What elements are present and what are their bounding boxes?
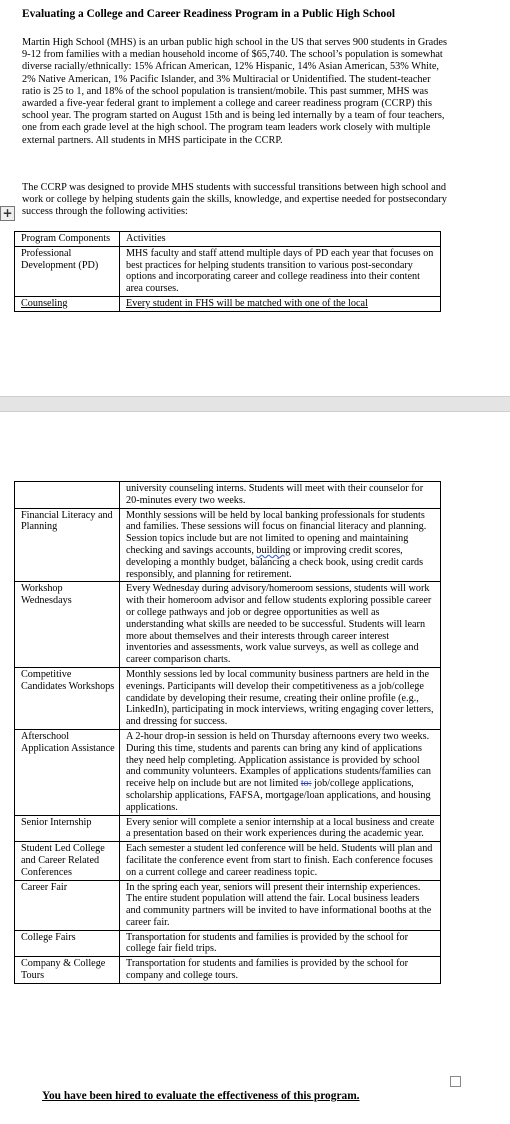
ccrp-paragraph: The CCRP was designed to provide MHS students with successful transitions between high school and work or college by helping students gain the skills, knowledge, and expertise needed for postsecondary success through the following activities: [22,182,447,218]
table-resize-handle-icon[interactable] [450,1076,461,1087]
activity-cell: Transportation for students and families is provided by the school for college fair field trips. [120,930,441,957]
table-row [15,930,441,957]
activity-cell: university counseling interns. Students will meet with their counselor for 20-minutes every two weeks. [120,482,441,509]
page-break-gap [0,396,510,412]
activity-cell [120,508,441,582]
activity-cell [120,729,441,815]
table-page-1-viewport [0,231,510,325]
activity-text: job/college applications, scholarship applications, FAFSA, mortgage/loan applications, and housing applications. [126,778,431,813]
activity-cell: Every Wednesday during advisory/homeroom sessions, students will work with their homeroom advisor and fellow students exploring possible career or college pathways and job or degree opportunities as well as understanding what skills are needed to be successful. Students will learn more about themselves and their interests through career interest inventories and assessments, work value surveys, as well as college and career comparison charts. [120,582,441,668]
activity-text: A 2-hour drop-in session is held on Thursday afternoons every two weeks. During this time, students and parents can bring any kind of applications they need help completing. Application assistance is provided by school and community volunteers. Examples of applications students/families can receive help on include but are not limited [126,730,431,790]
intro-paragraph: Martin High School (MHS) is an urban public high school in the US that serves 900 students in Grades 9-12 from families with a median household income of $65,740. The school’s population is somewhat diverse racially/ethnically: 15% African American, 12% Hispanic, 14% Asian American, 53% White, 2% Native American, 1% Pacific Islander, and 3% Multiracial or Unidentified. The student-teacher ratio is 25 to 1, and 18% of the school population is transient/mobile. This past summer, MHS was awarded a five-year federal grant to implement a college and career readiness program (CCRP) this school year. The program started on August 15th and is being led internally by a team of four teachers, one from each grade level at the high school. The program team leaders work closely with multiple external partners. All students in MHS participate in the CCRP. [22,37,447,146]
table-move-handle-icon[interactable]: + [0,206,15,221]
table-row [15,246,441,296]
header-activities: Activities [120,232,441,247]
activity-cell: MHS faculty and staff attend multiple days of PD each year that focuses on best practices for helping students transition to various post-secondary options and incorporating career and college readiness into their content area courses. [120,246,441,296]
program-table-part-2 [14,481,441,984]
tracked-deletion[interactable]: to: [300,778,312,790]
table-row [15,957,441,984]
assignment-statement: You have been hired to evaluate the effectiveness of this program. [42,1090,360,1102]
component-cell: Competitive Candidates Workshops [15,667,120,729]
document-title: Evaluating a College and Career Readiness Program in a Public High School [22,8,396,20]
table-row [15,815,441,842]
program-table-part-1 [14,231,441,312]
table-row [15,842,441,880]
activity-cell: Each semester a student led conference will be held. Students will plan and facilitate the conference event from start to finish. Each conference focuses on a current college and career readiness topic. [120,842,441,880]
table-row [15,296,441,311]
component-cell: Afterschool Application Assistance [15,729,120,815]
activity-text: or improving credit scores, developing a monthly budget, balancing a check book, using credit cards responsibly, and planning for retirement. [126,544,424,580]
header-program-components: Program Components [15,232,120,247]
component-cell: Professional Development (PD) [15,246,120,296]
table-row [15,880,441,930]
spellcheck-word[interactable]: building [256,544,291,556]
table-row [15,667,441,729]
table-row [15,508,441,582]
activity-text: Monthly sessions will be held by local banking professionals for students and families. These sessions will focus on financial literacy and planning. Session topics include but are not limited to opening and maintaining checking and savings accounts, [126,509,427,556]
component-cell: Student Led College and Career Related Conferences [15,842,120,880]
activity-cell: Every student in FHS will be matched with one of the local [120,296,441,311]
component-cell: Senior Internship [15,815,120,842]
component-cell: College Fairs [15,930,120,957]
table-row [15,582,441,668]
table-row [15,482,441,509]
table-row [15,729,441,815]
activity-cell: Transportation for students and families is provided by the school for company and college tours. [120,957,441,984]
component-cell-empty [15,482,120,509]
component-cell: Counseling [15,296,120,311]
activity-cell: Every senior will complete a senior internship at a local business and create a presentation based on their work experiences during the academic year. [120,815,441,842]
component-cell: Career Fair [15,880,120,930]
activity-cell: In the spring each year, seniors will present their internship experiences. The entire student population will attend the fair. Local business leaders and community partners will be invited to have informational booths at the career fair. [120,880,441,930]
component-cell: Financial Literacy and Planning [15,508,120,582]
component-cell: Company & College Tours [15,957,120,984]
component-cell: Workshop Wednesdays [15,582,120,668]
table-header-row [15,232,441,247]
activity-cell: Monthly sessions led by local community business partners are held in the evenings. Participants will develop their competitiveness as a job/college candidate by developing their resume, creating their online profile (e.g., LinkedIn), participating in mock interviews, writing engaging cover letters, and dressing for success. [120,667,441,729]
